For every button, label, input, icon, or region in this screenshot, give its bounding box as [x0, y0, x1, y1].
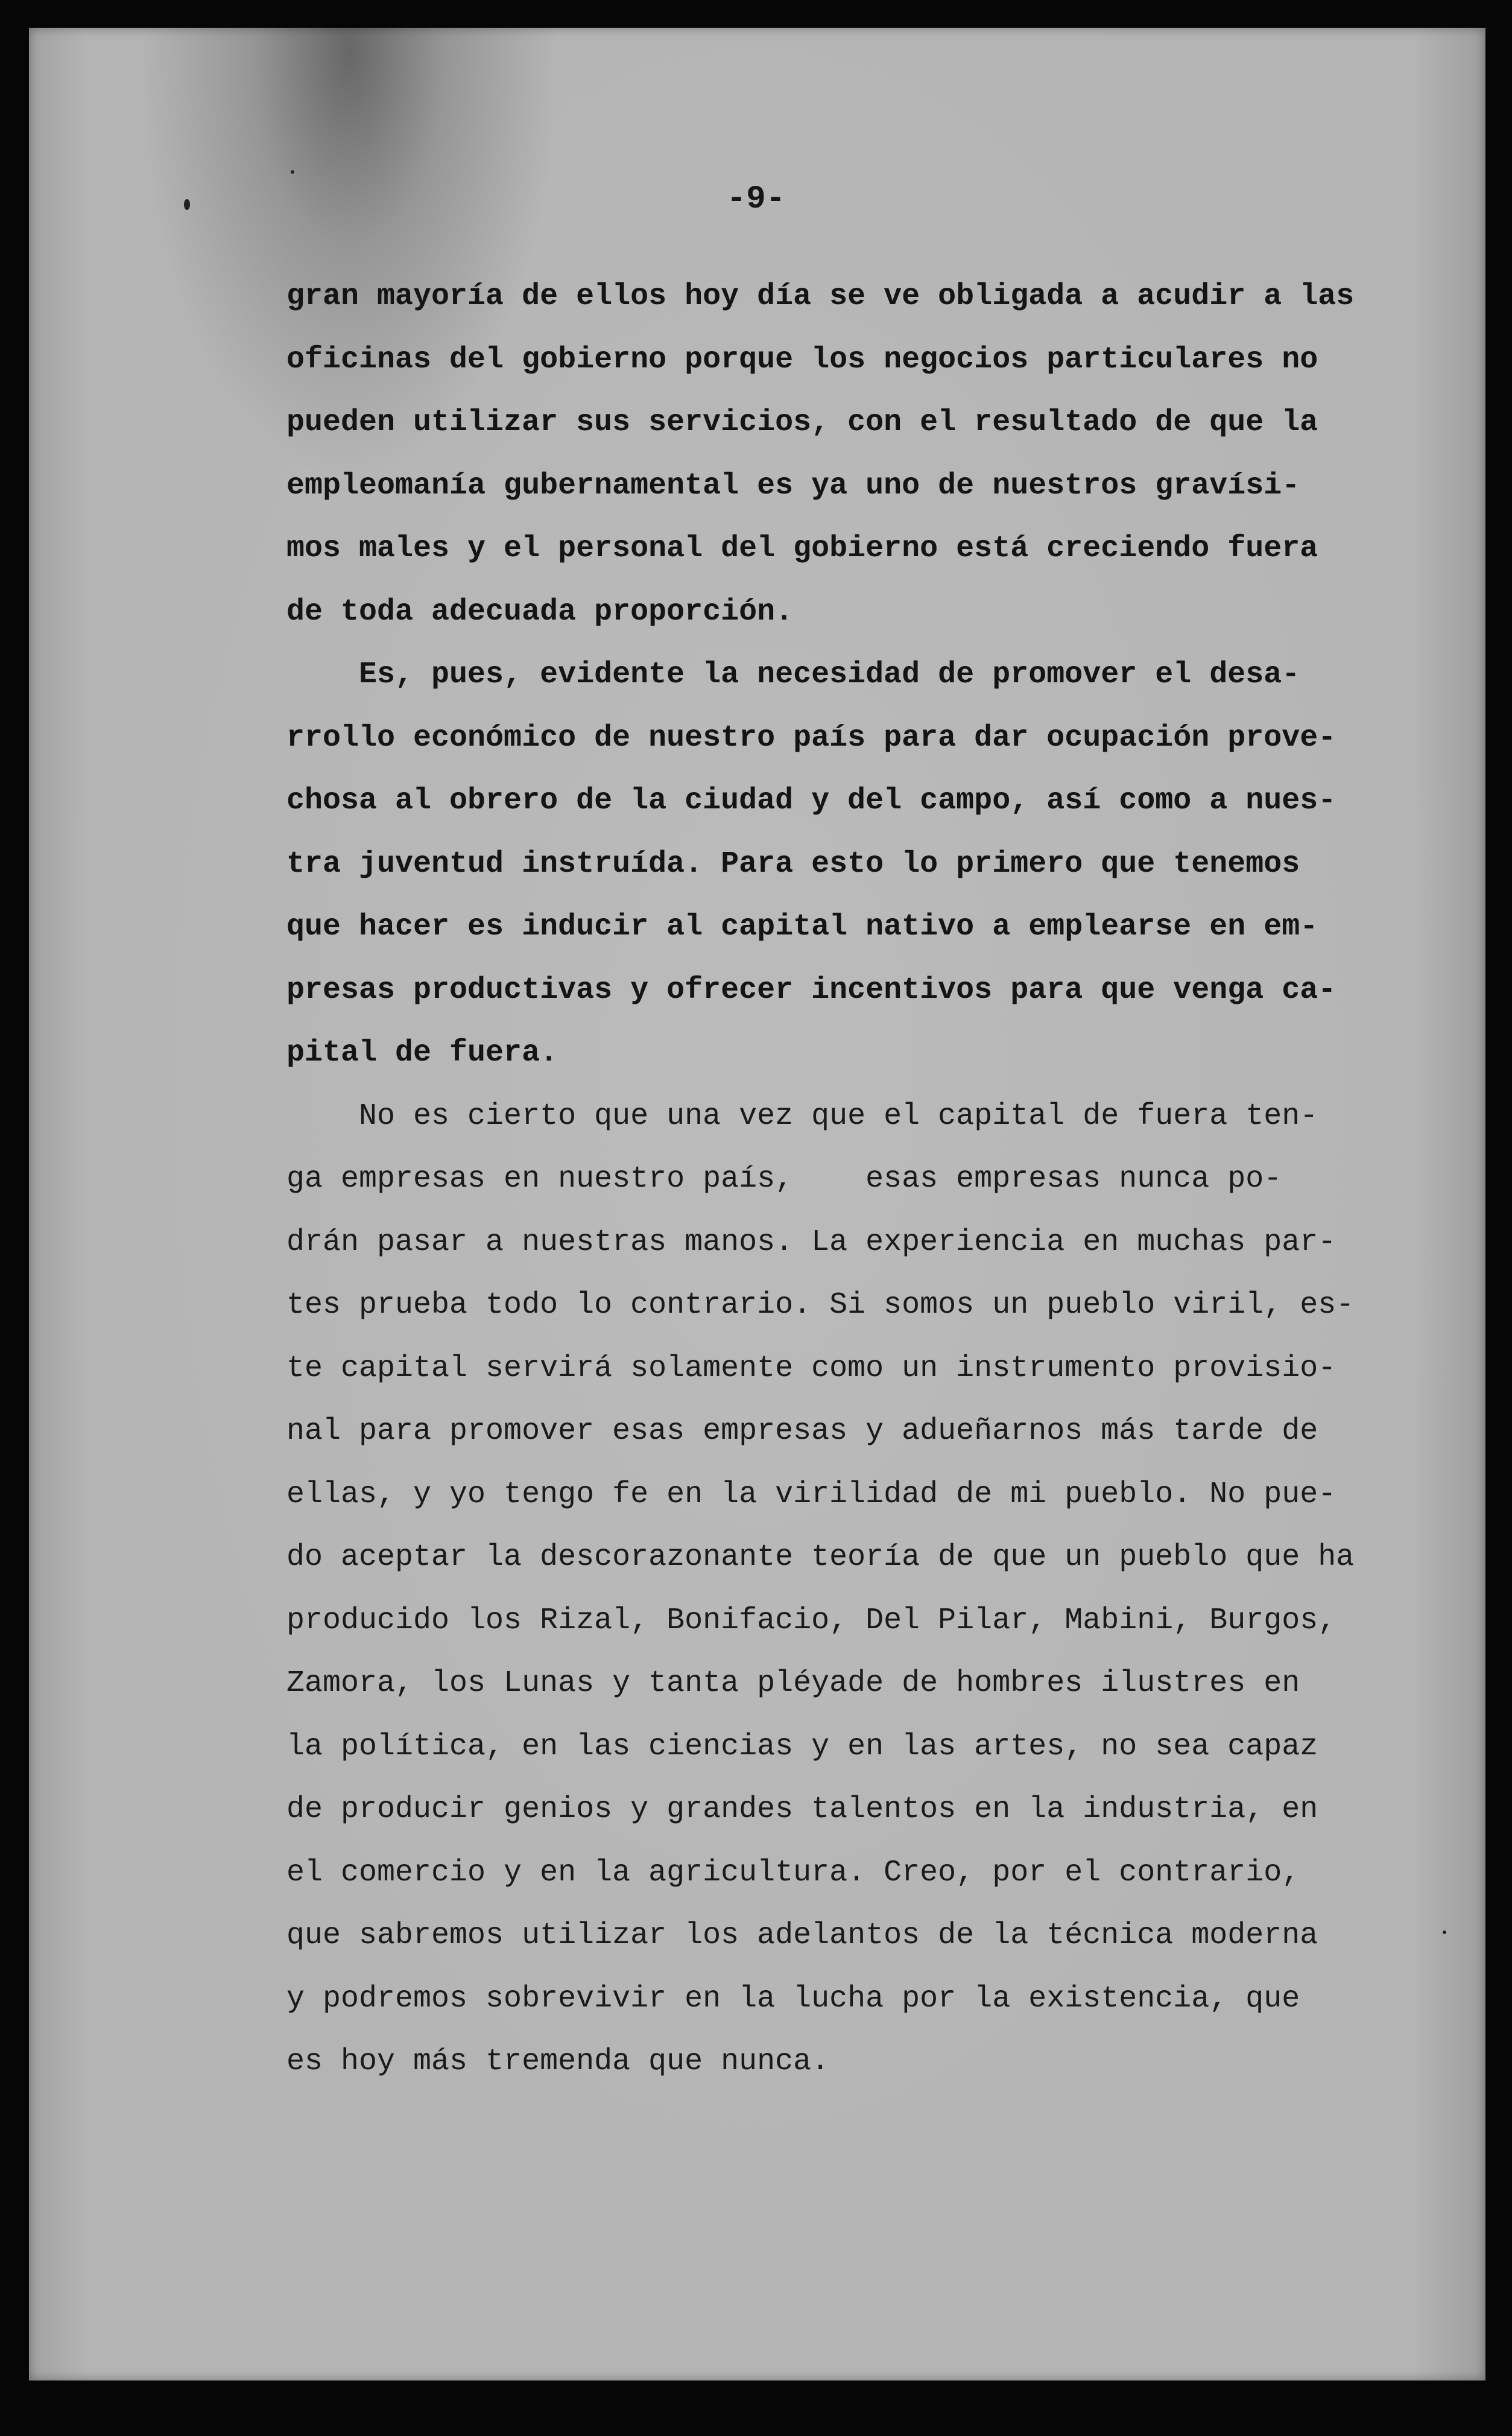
text-line: ellas, y yo tengo fe en la virilidad de mi pueblo. No pue-: [286, 1477, 1336, 1512]
text-line: y podremos sobrevivir en la lucha por la existencia, que: [286, 1981, 1300, 2016]
paragraph-2: [286, 644, 1414, 1085]
text-line: es hoy más tremenda que nunca.: [286, 2044, 830, 2079]
text-line: Es, pues, evidente la necesidad de promover el desa-: [286, 658, 1300, 692]
text-line: mos males y el personal del gobierno está creciendo fuera: [286, 531, 1318, 566]
text-line: No es cierto que una vez que el capital de fuera ten-: [286, 1099, 1318, 1134]
text-line: gran mayoría de ellos hoy día se ve obligada a acudir a las: [286, 279, 1355, 314]
ink-speck: [291, 170, 294, 174]
text-line: te capital servirá solamente como un instrumento provisio-: [286, 1351, 1336, 1386]
text-line: la política, en las ciencias y en las artes, no sea capaz: [286, 1729, 1318, 1764]
text-line: tes prueba todo lo contrario. Si somos un pueblo viril, es-: [286, 1288, 1355, 1322]
text-line: el comercio y en la agricultura. Creo, por el contrario,: [286, 1855, 1300, 1890]
document-body: [286, 265, 1414, 2094]
text-line: de producir genios y grandes talentos en la industria, en: [286, 1792, 1318, 1827]
text-line: presas productivas y ofrecer incentivos para que venga ca-: [286, 972, 1336, 1007]
text-line: tra juventud instruída. Para esto lo primero que tenemos: [286, 846, 1300, 881]
text-line: que hacer es inducir al capital nativo a emplearse en em-: [286, 910, 1318, 944]
paragraph-1: [286, 265, 1414, 644]
text-line: empleomanía gubernamental es ya uno de nuestros gravísi-: [286, 468, 1300, 503]
text-line: Zamora, los Lunas y tanta pléyade de hombres ilustres en: [286, 1666, 1300, 1701]
text-line: pital de fuera.: [286, 1036, 558, 1070]
text-line: producido los Rizal, Bonifacio, Del Pilar, Mabini, Burgos,: [286, 1603, 1336, 1638]
text-line: oficinas del gobierno porque los negocios particulares no: [286, 342, 1318, 377]
text-line: chosa al obrero de la ciudad y del campo, así como a nues-: [286, 784, 1336, 818]
text-line: pueden utilizar sus servicios, con el resultado de que la: [286, 405, 1318, 440]
text-line: nal para promover esas empresas y adueñarnos más tarde de: [286, 1414, 1318, 1448]
text-line: que sabremos utilizar los adelantos de la técnica moderna: [286, 1918, 1318, 1953]
text-line: do aceptar la descorazonante teoría de que un pueblo que ha: [286, 1540, 1355, 1575]
text-line: ga empresas en nuestro país, esas empresas nunca po-: [286, 1162, 1282, 1196]
text-line: de toda adecuada proporción.: [286, 594, 794, 629]
page-number: -9-: [726, 181, 786, 218]
ink-speck: [1443, 1930, 1446, 1934]
text-line: drán pasar a nuestras manos. La experiencia en muchas par-: [286, 1225, 1336, 1260]
paragraph-3: [286, 1085, 1414, 2094]
text-line: rrollo económico de nuestro país para dar ocupación prove-: [286, 720, 1336, 755]
